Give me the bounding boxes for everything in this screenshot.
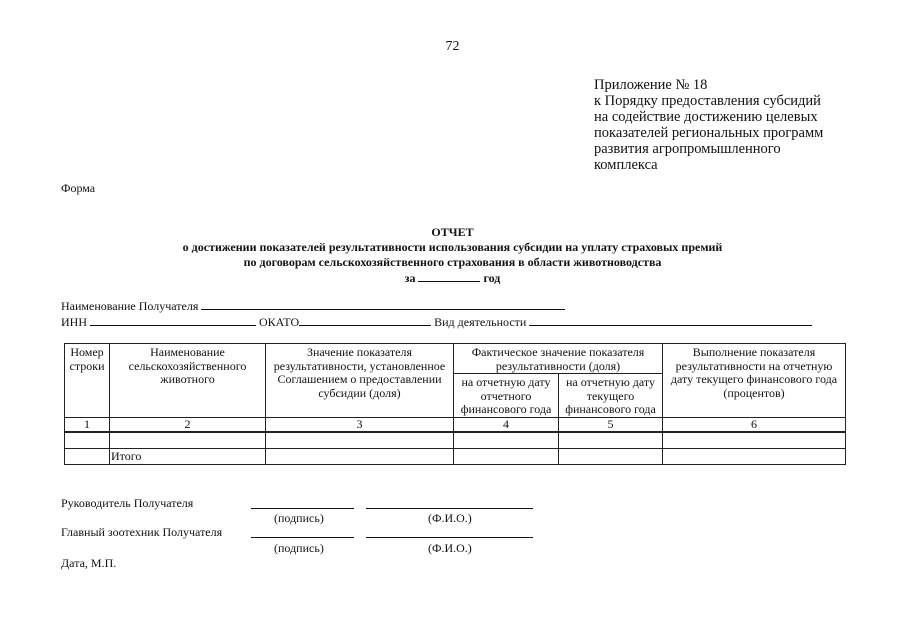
appendix-line: на содействие достижению целевых bbox=[594, 109, 818, 125]
header-reporting-year: на отчетную дату отчетного финансового года bbox=[454, 374, 559, 418]
head-signature-label: Руководитель Получателя bbox=[61, 496, 194, 510]
appendix-line: показателей региональных программ bbox=[594, 125, 824, 141]
header-animal-name: Наименование сельскохозяйственного животного bbox=[110, 344, 266, 418]
column-number: 4 bbox=[454, 417, 559, 432]
column-number: 6 bbox=[663, 417, 846, 432]
period-year-field[interactable] bbox=[418, 270, 480, 282]
header-row-1 bbox=[65, 344, 846, 374]
head-signature-line[interactable] bbox=[251, 508, 354, 509]
date-stamp-label: Дата, М.П. bbox=[61, 556, 117, 570]
okato-label: ОКАТО bbox=[259, 315, 300, 329]
signature-caption: (подпись) bbox=[274, 541, 324, 555]
appendix-block bbox=[594, 77, 823, 173]
inn-label: ИНН bbox=[61, 315, 87, 329]
recipient-label: Наименование Получателя bbox=[61, 299, 199, 313]
inn-okato-activity-row bbox=[61, 315, 812, 330]
recipient-row bbox=[61, 299, 565, 314]
period-prefix: за bbox=[404, 271, 416, 285]
zootech-signature-line[interactable] bbox=[251, 537, 354, 538]
appendix-line: комплекса bbox=[594, 157, 658, 173]
zootech-name-line[interactable] bbox=[366, 537, 533, 538]
table-cell[interactable] bbox=[65, 432, 110, 449]
report-subtitle-line-1: о достижении показателей результативности использования субсидии на уплату страховых премий bbox=[182, 240, 723, 254]
appendix-line: развития агропромышленного bbox=[594, 141, 781, 157]
table-cell[interactable] bbox=[266, 449, 454, 465]
table-cell[interactable] bbox=[110, 432, 266, 449]
column-number: 2 bbox=[110, 417, 266, 432]
inn-field[interactable] bbox=[90, 315, 256, 326]
name-caption: (Ф.И.О.) bbox=[428, 511, 472, 525]
header-row-number: Номер строки bbox=[65, 344, 110, 418]
table-row bbox=[65, 432, 846, 449]
activity-label: Вид деятельности bbox=[434, 315, 527, 329]
table-cell[interactable] bbox=[454, 449, 559, 465]
header-target-value: Значение показателя результативности, установленное Соглашением о предоставлении субсидии (доля) bbox=[266, 344, 454, 418]
appendix-line: Приложение № 18 bbox=[594, 77, 708, 93]
header-current-year: на отчетную дату текущего финансового года bbox=[559, 374, 663, 418]
head-name-line[interactable] bbox=[366, 508, 533, 509]
table-cell[interactable] bbox=[663, 432, 846, 449]
table-cell[interactable] bbox=[663, 449, 846, 465]
form-label: Форма bbox=[61, 181, 96, 195]
report-title: ОТЧЕТ bbox=[431, 225, 474, 239]
zootech-signature-label: Главный зоотехник Получателя bbox=[61, 525, 223, 539]
recipient-field[interactable] bbox=[201, 299, 565, 310]
total-label: Итого bbox=[110, 449, 266, 465]
header-fulfillment: Выполнение показателя результативности на отчетную дату текущего финансового года (процентов) bbox=[663, 344, 846, 418]
activity-field[interactable] bbox=[529, 315, 812, 326]
table-cell[interactable] bbox=[454, 432, 559, 449]
name-caption: (Ф.И.О.) bbox=[428, 541, 472, 555]
total-row bbox=[65, 449, 846, 465]
table-cell[interactable] bbox=[559, 449, 663, 465]
report-table bbox=[64, 343, 846, 465]
column-number: 5 bbox=[559, 417, 663, 432]
appendix-line: к Порядку предоставления субсидий bbox=[594, 93, 821, 109]
column-number: 3 bbox=[266, 417, 454, 432]
okato-field[interactable] bbox=[299, 315, 431, 326]
report-title-block bbox=[0, 225, 905, 286]
column-number: 1 bbox=[65, 417, 110, 432]
signature-caption: (подпись) bbox=[274, 511, 324, 525]
period-suffix: год bbox=[483, 271, 501, 285]
report-subtitle-line-2: по договорам сельскохозяйственного страхования в области животноводства bbox=[243, 255, 662, 269]
header-actual-value-group: Фактическое значение показателя результативности (доля) bbox=[454, 344, 663, 374]
table-cell[interactable] bbox=[266, 432, 454, 449]
report-period bbox=[0, 270, 905, 286]
table-cell[interactable] bbox=[65, 449, 110, 465]
column-number-row bbox=[65, 417, 846, 432]
page-number: 72 bbox=[445, 39, 460, 54]
table-cell[interactable] bbox=[559, 432, 663, 449]
